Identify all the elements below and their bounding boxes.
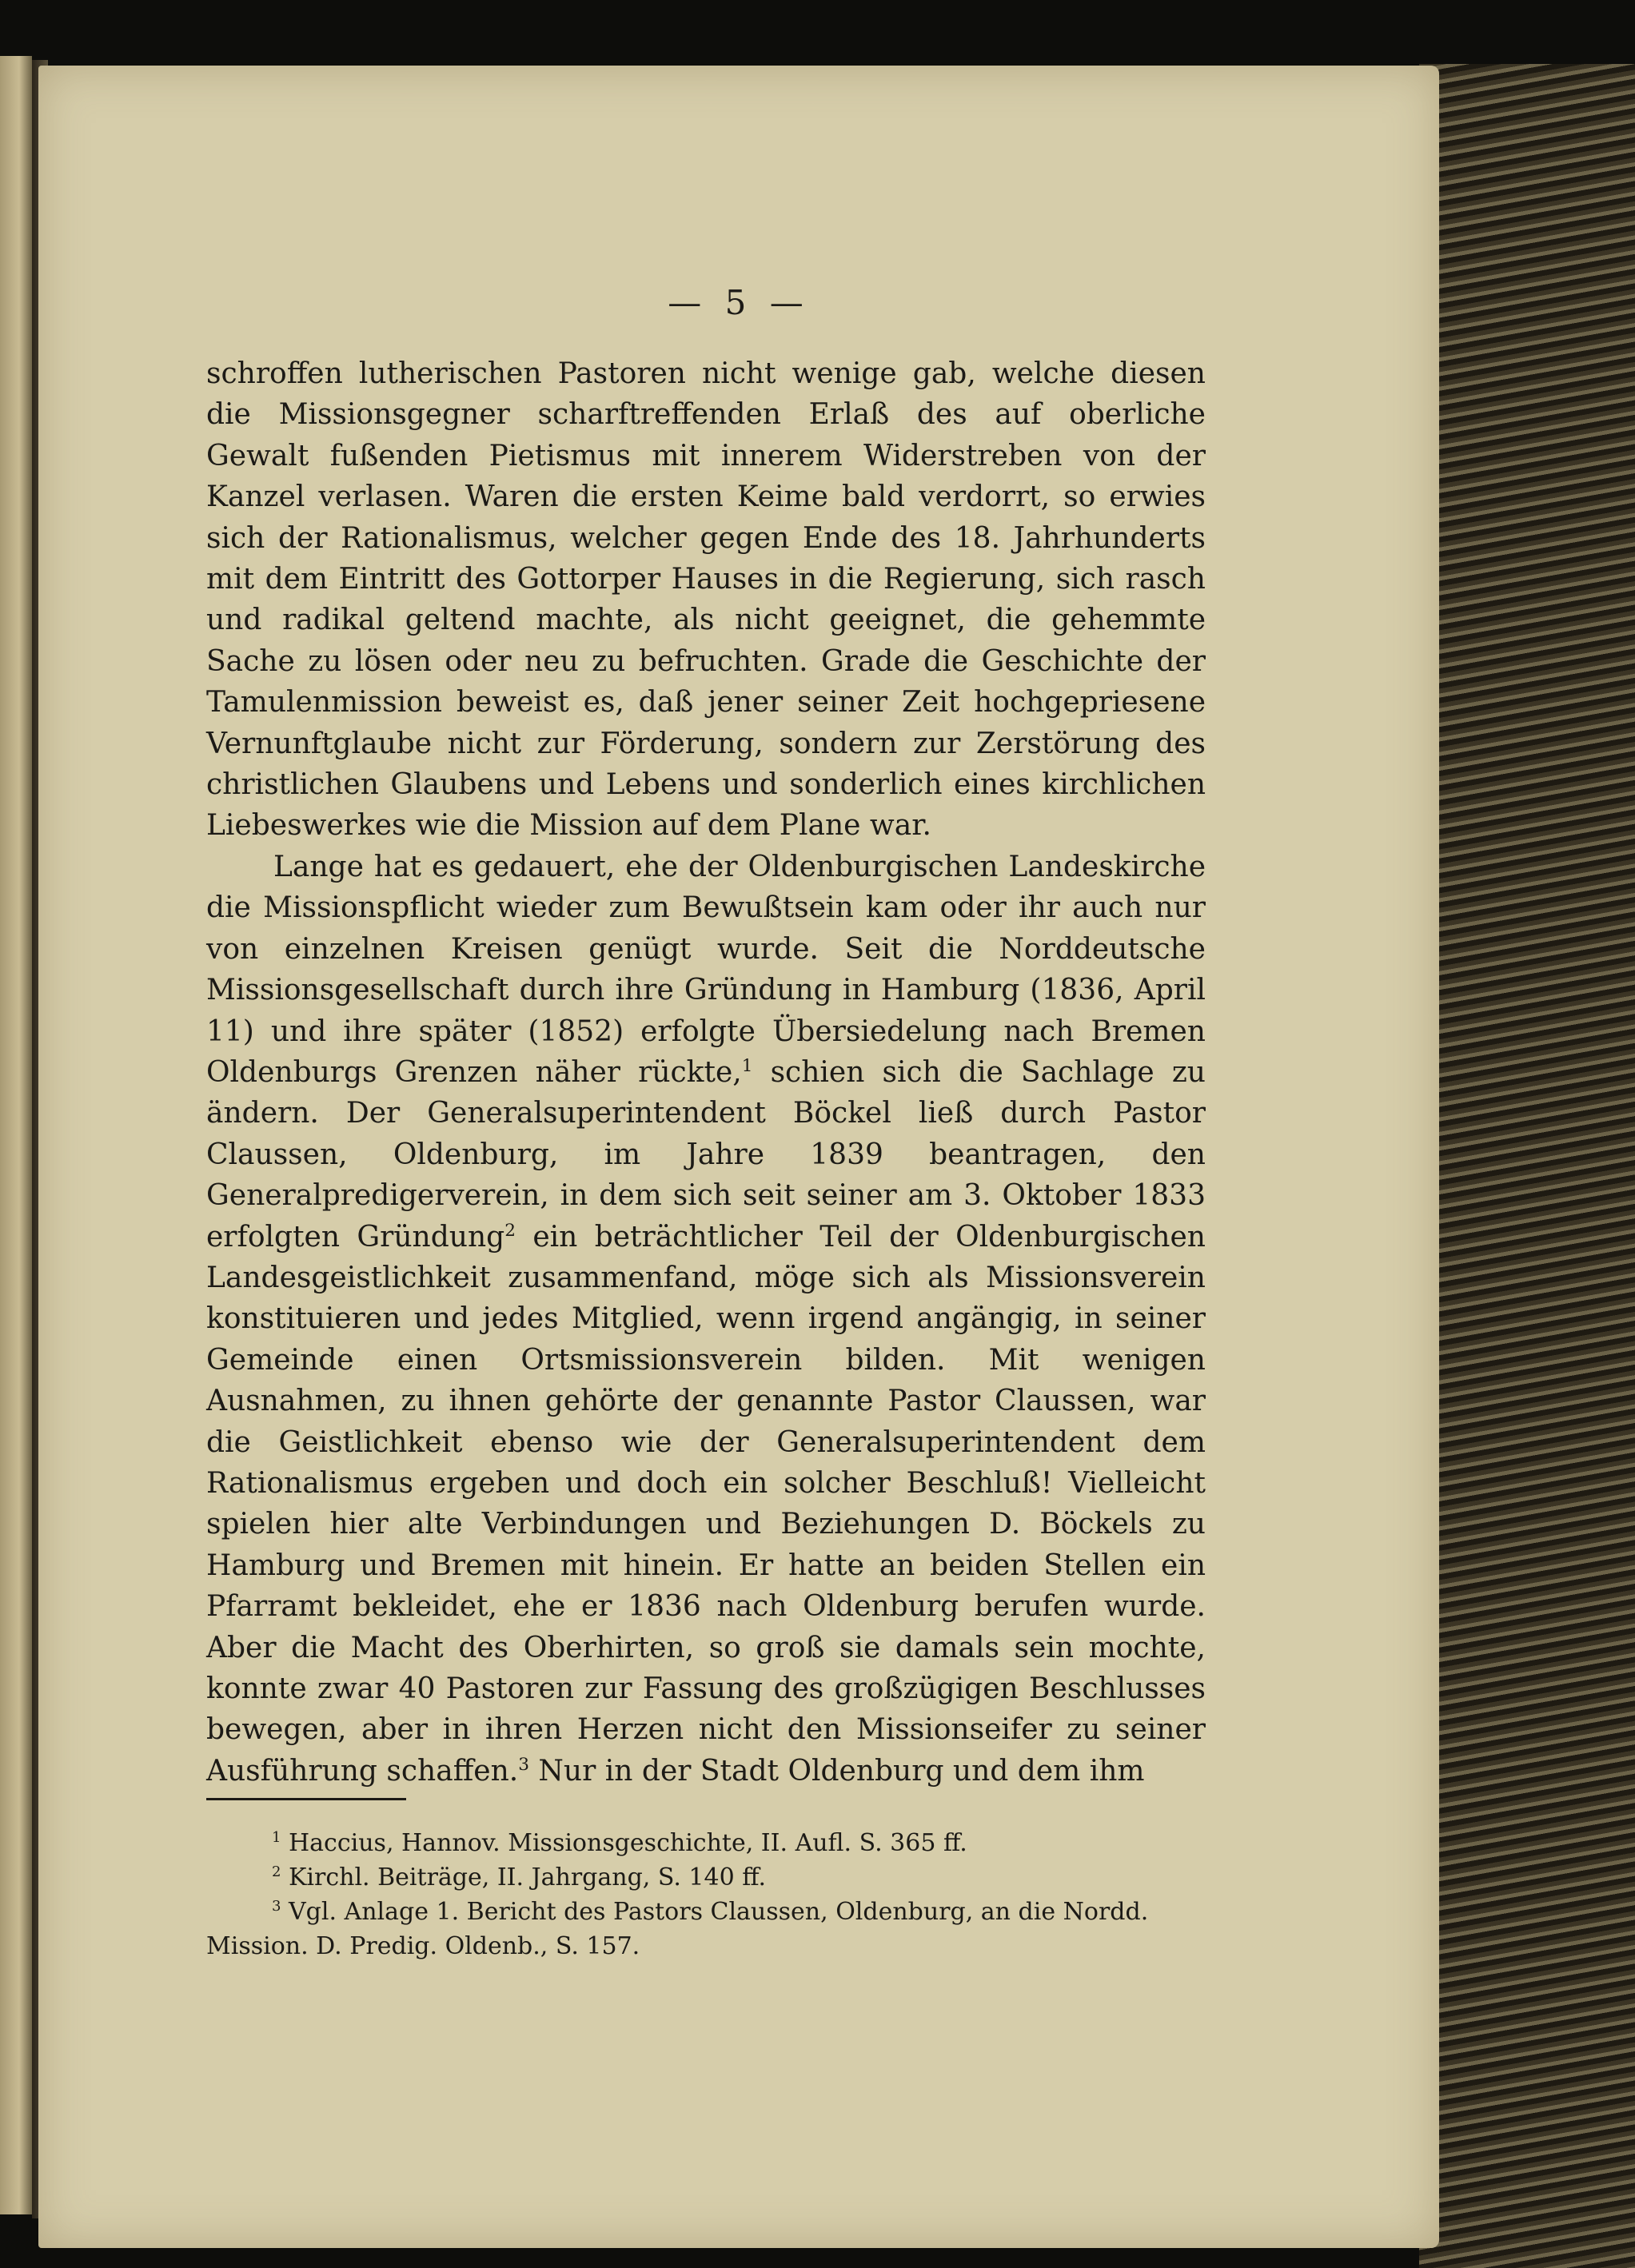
paragraph-1: schroffen lutherischen Pastoren nicht wenige gab, welche diesen die Missionsgegner scharftreffenden Erlaß des auf oberliche Gewalt fußenden Pietismus mit innerem Widerstreben von der Kanzel verlasen. Waren die ersten Keime bald verdorrt, so erwies sich der Rationalismus, welcher gegen Ende des 18. Jahrhunderts mit dem Eintritt des Gottorper Hauses in die Regierung, sich rasch und radikal geltend machte, als nicht geeignet, die gehemmte Sache zu lösen oder neu zu befruchten. Grade die Geschichte der Tamulenmission beweist es, daß jener seiner Zeit hochgepriesene Vernunftglaube nicht zur Förderung, sondern zur Zerstörung des christlichen Glaubens und Lebens und sonderlich eines kirchlichen Liebeswerkes wie die Mission auf dem Plane war. — [206, 357, 1206, 843]
footnote-text: Haccius, Hannov. Missionsgeschichte, II. Aufl. S. 365 ff. — [281, 1829, 967, 1857]
marbled-cover-edge — [1419, 64, 1635, 2268]
paragraph-2-part-2: schien sich die Sachlage zu ändern. Der Generalsuperintendent Böckel ließ durch Pastor Claussen, Oldenburg, im Jahre 1839 beantragen, den Generalpredigerverein, in dem sich seit seiner am 3. Oktober 1833 erfolgten Gründung — [206, 1055, 1206, 1254]
footnote-1 — [206, 1826, 1206, 1860]
footnote-text: Kirchl. Beiträge, II. Jahrgang, S. 140 ff. — [281, 1863, 767, 1891]
book-page — [38, 66, 1439, 2248]
footnotes — [206, 1826, 1206, 1963]
page-number: — 5 — — [668, 283, 810, 322]
paragraph-2-part-1: Lange hat es gedauert, ehe der Oldenburgischen Landeskirche die Missionspflicht wieder zum Bewußtsein kam oder ihr auch nur von einzelnen Kreisen genügt wurde. Seit die Norddeutsche Missionsgesellschaft durch ihre Gründung in Hamburg (1836, April 11) und ihre später (1852) erfolgte Übersiedelung nach Bremen Oldenburgs Grenzen näher rückte, — [206, 850, 1206, 1089]
footnote-ref-2: 2 — [504, 1220, 516, 1241]
paragraph-2-part-3: ein beträchtlicher Teil der Oldenburgischen Landesgeistlichkeit zusammenfand, möge sich als Missionsverein konstituieren und jedes Mitglied, wenn irgend angängig, in seiner Gemeinde einen Ortsmissionsverein bilden. Mit wenigen Ausnahmen, zu ihnen gehörte der genannte Pastor Claussen, war die Geistlichkeit ebenso wie der Generalsuperintendent dem Rationalismus ergeben und doch ein solcher Beschluß! Vielleicht spielen hier alte Verbindungen und Beziehungen D. Böckels zu Hamburg und Bremen mit hinein. Er hatte an beiden Stellen ein Pfarramt bekleidet, ehe er 1836 nach Oldenburg berufen wurde. Aber die Macht des Oberhirten, so groß sie damals sein mochte, konnte zwar 40 Pastoren zur Fassung des großzügigen Beschlusses bewegen, aber in ihren Herzen nicht den Missionseifer zu seiner Ausführung schaffen. — [206, 1220, 1206, 1788]
footnote-2 — [206, 1860, 1206, 1895]
footnote-divider — [206, 1798, 406, 1800]
body-text — [206, 353, 1206, 1792]
footnote-3 — [206, 1895, 1206, 1963]
footnote-mark: 1 — [272, 1829, 281, 1846]
paragraph-2 — [206, 847, 1206, 1792]
footnote-text: Vgl. Anlage 1. Bericht des Pastors Claussen, Oldenburg, an die Nordd. Mission. D. Predig. Oldenb., S. 157. — [206, 1898, 1149, 1960]
footnote-ref-3: 3 — [518, 1754, 529, 1775]
footnote-mark: 3 — [272, 1898, 281, 1915]
previous-page-edge — [0, 56, 32, 2214]
footnote-mark: 2 — [272, 1863, 281, 1880]
paragraph-2-part-4: Nur in der Stadt Oldenburg und dem ihm — [528, 1754, 1145, 1788]
footnote-ref-1: 1 — [741, 1055, 753, 1076]
